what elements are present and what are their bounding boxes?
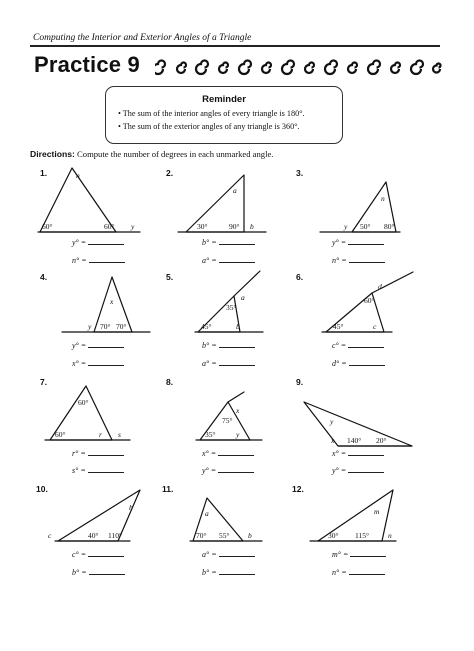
problem-number-1: 1.	[40, 168, 48, 178]
answer-row[interactable]: s° =	[72, 466, 124, 475]
answer-row[interactable]: x° =	[332, 449, 384, 458]
answer-row[interactable]: n° =	[72, 256, 125, 265]
p9-label-a: 140°	[347, 436, 362, 445]
directions-text: Compute the number of degrees in each unmarked angle.	[77, 149, 274, 159]
problem-number-10: 10.	[36, 484, 48, 494]
p12-label-b: 115°	[355, 531, 369, 540]
answer-row[interactable]: y° =	[202, 466, 254, 475]
p10-label-b: b	[129, 503, 133, 512]
answer-row[interactable]: a° =	[202, 359, 255, 368]
p9-label-b: 20°	[376, 436, 387, 445]
problem-number-11: 11.	[162, 484, 174, 494]
p5-label-a: 35°	[226, 303, 237, 312]
answer-row[interactable]: b° =	[202, 341, 255, 350]
answer-row[interactable]: c° =	[72, 550, 124, 559]
problem-number-3: 3.	[296, 168, 304, 178]
p8-label-x: x	[236, 406, 240, 415]
p11-label-d: b	[248, 531, 252, 540]
problem-number-8: 8.	[166, 377, 174, 387]
answer-row[interactable]: c° =	[332, 341, 384, 350]
p7-label-r: r	[99, 430, 102, 439]
reminder-interior-rule: • The sum of the interior angles of every triangle is 180°.	[118, 109, 305, 118]
p10-label-a: 40°	[88, 531, 99, 540]
problem-number-2: 2.	[166, 168, 174, 178]
answer-blank[interactable]	[219, 550, 255, 557]
answer-blank[interactable]	[349, 568, 385, 575]
answer-blank[interactable]	[88, 550, 124, 557]
answer-row[interactable]: x° =	[202, 449, 254, 458]
p3-label-b: 80°	[384, 222, 395, 231]
p6-label-d: d	[378, 282, 382, 291]
p9-label-x: x	[331, 436, 335, 445]
answer-blank[interactable]	[88, 359, 124, 366]
answer-blank[interactable]	[89, 256, 125, 263]
answer-row[interactable]: b° =	[202, 238, 255, 247]
p2-label-d: b	[250, 222, 254, 231]
answer-blank[interactable]	[219, 568, 255, 575]
answer-blank[interactable]	[348, 466, 384, 473]
answer-blank[interactable]	[349, 256, 385, 263]
p12-label-n: n	[388, 531, 392, 540]
answer-row[interactable]: a° =	[202, 256, 255, 265]
p11-label-a: a	[205, 509, 209, 518]
answer-row[interactable]: b° =	[202, 568, 255, 577]
directions-label: Directions:	[30, 149, 75, 159]
p5-label-d: a	[241, 293, 245, 302]
p3-label-y: y	[344, 222, 348, 231]
page-title: Practice 9	[34, 52, 140, 77]
problem-10-triangle	[58, 490, 140, 541]
answer-blank[interactable]	[218, 449, 254, 456]
p1-label-a: 60°	[42, 222, 53, 231]
p2-label-a: a	[233, 186, 237, 195]
p1-label-b: 60°	[104, 222, 115, 231]
answer-blank[interactable]	[219, 256, 255, 263]
answer-blank[interactable]	[348, 449, 384, 456]
p6-label-c: c	[373, 322, 377, 331]
answer-blank[interactable]	[219, 341, 255, 348]
problem-number-12: 12.	[292, 484, 304, 494]
p4-label-b: 70°	[116, 322, 127, 331]
worksheet-subtitle: Computing the Interior and Exterior Angles of a Triangle	[33, 33, 252, 43]
answer-row[interactable]: y° =	[332, 238, 384, 247]
p12-label-a: 30°	[328, 531, 339, 540]
answer-blank[interactable]	[219, 359, 255, 366]
p3-label-n: n	[381, 194, 385, 203]
p7-label-a: 60°	[78, 398, 89, 407]
answer-row[interactable]: n° =	[332, 568, 385, 577]
answer-row[interactable]: m° =	[332, 550, 386, 559]
answer-row[interactable]: b° =	[72, 568, 125, 577]
answer-row[interactable]: a° =	[202, 550, 255, 559]
p1-label-y: y	[131, 222, 135, 231]
p12-label-m: m	[374, 507, 380, 516]
problem-number-7: 7.	[40, 377, 48, 387]
p4-label-a: 70°	[100, 322, 111, 331]
p9-label-y: y	[330, 417, 334, 426]
p11-label-c: 55°	[219, 531, 230, 540]
answer-blank[interactable]	[349, 359, 385, 366]
p6-label-a: 60°	[364, 296, 375, 305]
p7-label-s: s	[118, 430, 121, 439]
answer-row[interactable]: y° =	[332, 466, 384, 475]
problem-number-4: 4.	[40, 272, 48, 282]
p2-label-c: 90°	[229, 222, 240, 231]
answer-blank[interactable]	[88, 449, 124, 456]
answer-row[interactable]: x° =	[72, 359, 124, 368]
answer-row[interactable]: r° =	[72, 449, 124, 458]
problem-number-9: 9.	[296, 377, 304, 387]
p10-label-c: c	[48, 531, 52, 540]
p8-label-b: 35°	[205, 430, 216, 439]
p4-label-y: y	[88, 322, 92, 331]
problem-number-5: 5.	[166, 272, 174, 282]
answer-blank[interactable]	[350, 550, 386, 557]
answer-row[interactable]: y° =	[72, 341, 124, 350]
answer-blank[interactable]	[218, 466, 254, 473]
problem-number-6: 6.	[296, 272, 304, 282]
answer-blank[interactable]	[89, 568, 125, 575]
p3-label-a: 50°	[360, 222, 371, 231]
p2-label-b: 30°	[197, 222, 208, 231]
answer-blank[interactable]	[219, 238, 255, 245]
p8-label-y: y	[236, 430, 240, 439]
answer-row[interactable]: d° =	[332, 359, 385, 368]
p10-label-d: 110°	[108, 531, 122, 540]
p4-label-x: x	[110, 297, 114, 306]
answer-blank[interactable]	[348, 238, 384, 245]
p5-label-c: b	[236, 322, 240, 331]
answer-row[interactable]: n° =	[332, 256, 385, 265]
answer-row[interactable]: y° =	[72, 238, 124, 247]
answer-blank[interactable]	[88, 238, 124, 245]
problem-5-extension	[234, 271, 260, 296]
answer-blank[interactable]	[348, 341, 384, 348]
answer-blank[interactable]	[88, 466, 124, 473]
answer-blank[interactable]	[88, 341, 124, 348]
problem-8-extension	[228, 392, 244, 402]
p5-label-b: 45°	[201, 322, 212, 331]
p8-label-a: 75°	[222, 416, 233, 425]
p11-label-b: 70°	[196, 531, 207, 540]
p7-label-b: 60°	[55, 430, 66, 439]
reminder-title: Reminder	[202, 94, 246, 105]
reminder-exterior-rule: • The sum of the exterior angles of any triangle is 360°.	[118, 122, 300, 131]
p6-label-b: 45°	[333, 322, 344, 331]
p1-label-n: n	[76, 171, 80, 180]
